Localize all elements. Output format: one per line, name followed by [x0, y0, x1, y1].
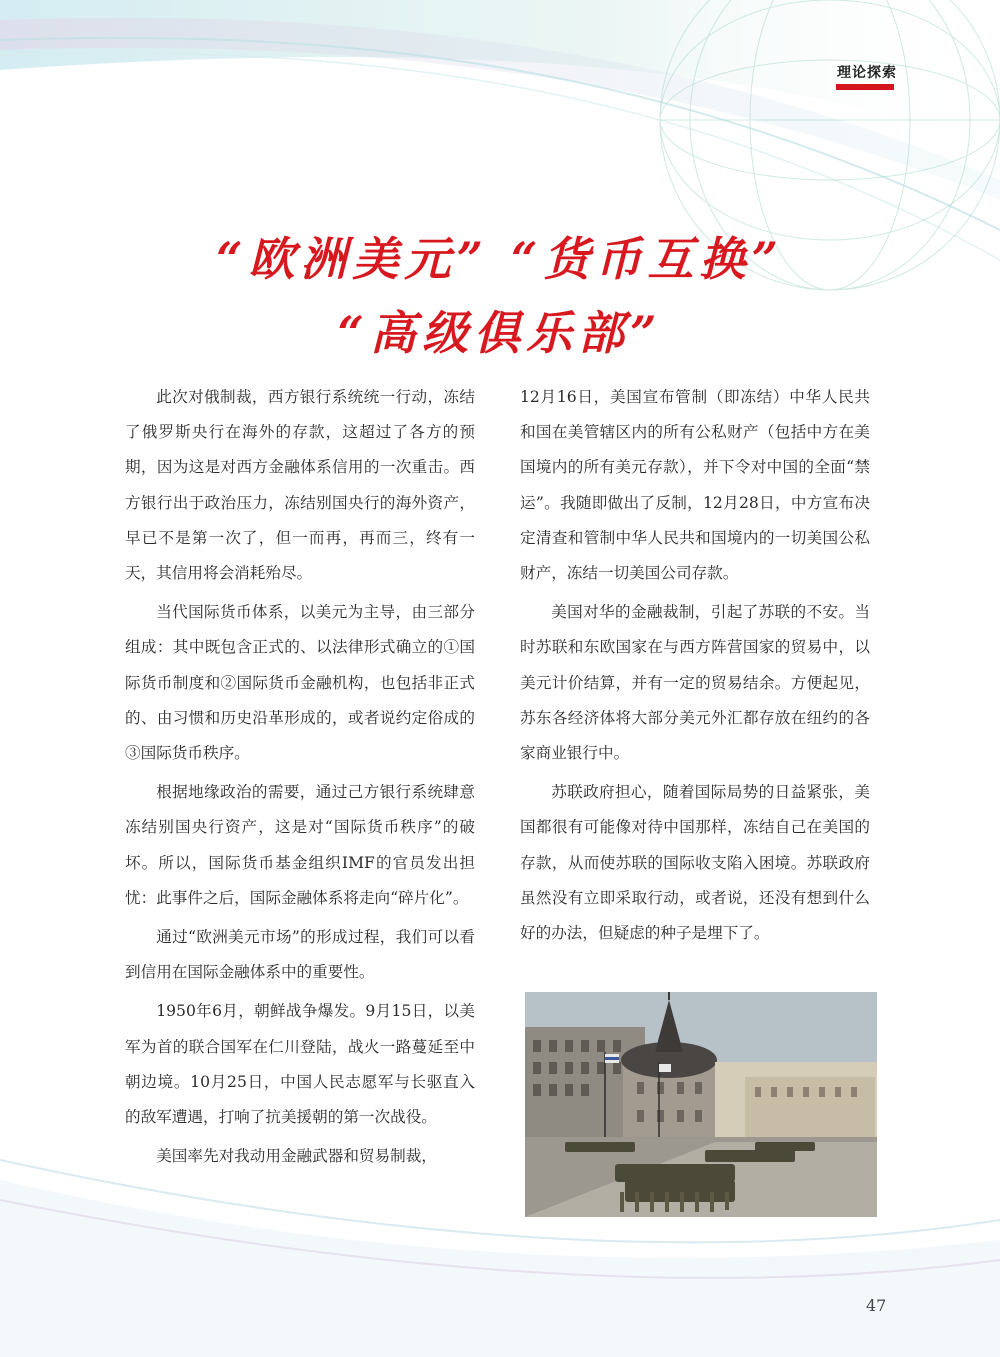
paragraph: 美国率先对我动用金融武器和贸易制裁， [156, 1147, 437, 1166]
section-red-bar [836, 84, 894, 90]
title-line-2: “高级俱乐部” [337, 306, 663, 360]
paragraph: 1950年6月，朝鲜战争爆发。9月15日，以美军为首的联合国军在仁川登陆，战火一路蔓延至中朝边境。10月25日，中国人民志愿军与长驱直入的敌军遭遇，打响了抗美援朝的第一次战役。 [125, 1002, 475, 1127]
paragraph: 12月16日，美国宣布管制（即冻结）中华人民共和国在美管辖区内的所有公私财产（包括中方在美国境内的所有美元存款），并下令对中国的全面“禁运”。我随即做出了反制，12月28日，中方宣布决定清查和管制中华人民共和国境内的一切美国公私财产，冻结一切美国公司存款。 [520, 388, 870, 583]
historical-photo [525, 992, 877, 1217]
section-tag [836, 62, 898, 92]
paragraph: 美国对华的金融裁制，引起了苏联的不安。当时苏联和东欧国家在与西方阵营国家的贸易中，以美元计价结算，并有一定的贸易结余。方便起见，苏东各经济体将大部分美元外汇都存放在纽约的各家商业银行中。 [520, 603, 870, 763]
article-title [0, 222, 1000, 370]
section-label: 理论探索 [837, 65, 897, 81]
right-column [520, 380, 870, 955]
paragraph: 当代国际货币体系，以美元为主导，由三部分组成：其中既包含正式的、以法律形式确立的①国际货币制度和②国际货币金融机构，也包括非正式的、由习惯和历史沿革形成的，或者说约定俗成的③国际货币秩序。 [125, 603, 475, 763]
paragraph: 苏联政府担心，随着国际局势的日益紧张，美国都很有可能像对待中国那样，冻结自己在美国的存款，从而使苏联的国际收支陷入困境。苏联政府虽然没有立即采取行动，或者说，还没有想到什么好的办法，但疑虑的种子是埋下了。 [520, 783, 870, 943]
paragraph: 根据地缘政治的需要，通过己方银行系统肆意冻结别国央行资产，这是对“国际货币秩序”的破坏。所以，国际货币基金组织IMF的官员发出担忧：此事件之后，国际金融体系将走向“碎片化”。 [125, 783, 475, 907]
section-divider [906, 62, 909, 92]
paragraph: 通过“欧洲美元市场”的形成过程，我们可以看到信用在国际金融体系中的重要性。 [125, 928, 475, 982]
left-column [125, 380, 475, 1178]
page-number: 47 [866, 1296, 887, 1315]
paragraph: 此次对俄制裁，西方银行系统统一行动，冻结了俄罗斯央行在海外的存款，这超过了各方的预期，因为这是对西方金融体系信用的一次重击。西方银行出于政治压力，冻结别国央行的海外资产，早已不是第一次了，但一而再，再而三，终有一天，其信用将会消耗殆尽。 [125, 388, 475, 583]
title-line-1: “欧洲美元” “货币互换” [216, 232, 784, 286]
